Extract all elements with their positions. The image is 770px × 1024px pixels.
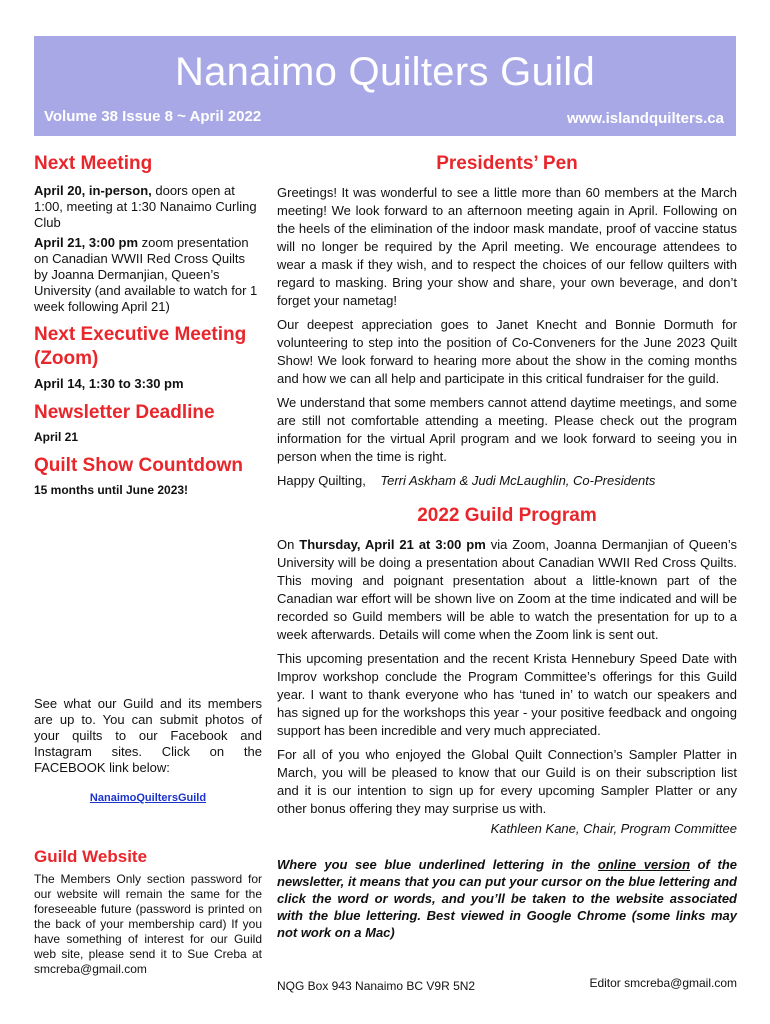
program-para-1-text: via Zoom, Joanna Dermanjian of Queen’s University will be doing a presentation about Canadian WWII Red Cross Quilts. This moving and poignant presentation about a little-known part of the Canadian war effort will be shown live on Zoom at the time indicated and will be recorded so Guild members will be able to watch the presentation for up to a week afterwards. Details will come when the Zoom link is sent out. — [277, 537, 737, 642]
next-meeting-inperson-date: April 20, in-person, — [34, 183, 152, 198]
program-para-1-date: Thursday, April 21 at 3:00 pm — [299, 537, 486, 552]
next-meeting-zoom-text: zoom presentation on Canadian WWII Red Cross Quilts by Joanna Dermanjian, Queen’s University (and available to watch for 1 week following April 21) — [34, 235, 258, 314]
next-meeting-heading: Next Meeting — [34, 153, 153, 174]
social-media-text: See what our Guild and its members are up to. You can submit photos of your quilts to our Facebook and Instagram sites. Click on the FACEBOOK link below: — [34, 696, 262, 775]
presidents-pen-para-1: Greetings! It was wonderful to see a little more than 60 members at the March meeting! We look forward to an afternoon meeting again in April. Following on the heels of the elimination of the indoor mask mandate, proof of vaccine status will no longer be required by the April meeting. We encourage attendees to wear a mask if they wish, and to respect the choices of our fellow quilters with regard to masking. Bring your show and share, your own beverage, and don’t forget your nametag! — [277, 185, 737, 308]
next-meeting-zoom-date: April 21, 3:00 pm — [34, 235, 139, 250]
program-para-1-pre: On — [277, 537, 300, 552]
presidents-pen-para-2: Our deepest appreciation goes to Janet Knecht and Bonnie Dormuth for volunteering to step into the position of Co-Conveners for the June 2023 Quilt Show! We look forward to hearing more about the show in the coming months and how we can all help and participate in this critical fundraiser for the guild. — [277, 317, 737, 386]
next-meeting-inperson — [34, 183, 262, 231]
editor-contact[interactable]: Editor smcreba@gmail.com — [589, 976, 737, 990]
website-link[interactable]: www.islandquilters.ca — [567, 110, 724, 127]
guild-website-text: The Members Only section password for our website will remain the same for the foreseeable future (password is printed on the back of your membership card) If you have something of interest for our Guild web site, please send it to Sue Creba at smcreba@gmail.com — [34, 872, 262, 976]
presidents-signature: Terri Askham & Judi McLaughlin, Co-Presidents — [380, 473, 656, 488]
note-text-pre: Where you see blue underlined lettering in the — [277, 857, 598, 872]
exec-meeting-time: April 14, 1:30 to 3:30 pm — [34, 376, 184, 391]
guild-website-heading: Guild Website — [34, 847, 148, 866]
quilt-show-countdown-heading: Quilt Show Countdown — [34, 455, 243, 476]
volume-issue: Volume 38 Issue 8 ~ April 2022 — [44, 108, 262, 125]
quilt-show-countdown-text: 15 months until June 2023! — [34, 483, 189, 497]
newsletter-deadline-heading: Newsletter Deadline — [34, 402, 215, 423]
next-meeting-inperson-text: doors open at 1:00, meeting at 1:30 Nanaimo Curling Club — [34, 183, 257, 230]
exec-meeting-heading: Next Executive Meeting (Zoom) — [34, 324, 247, 369]
closing-text: Happy Quilting, — [277, 473, 366, 488]
presidents-pen-closing — [277, 472, 737, 490]
next-meeting-zoom — [34, 235, 262, 315]
presidents-pen-para-3: We understand that some members cannot attend daytime meetings, and some are still not comfortable attending a meeting. Please check out the program information for the virtual April program and we look forward to seeing you in person when the time is right. — [277, 395, 737, 464]
masthead-banner — [34, 36, 736, 136]
program-signature: Kathleen Kane, Chair, Program Committee — [490, 821, 737, 836]
presidents-pen-heading: Presidents’ Pen — [436, 153, 578, 174]
newsletter-deadline-date: April 21 — [34, 430, 79, 444]
mailing-address: NQG Box 943 Nanaimo BC V9R 5N2 — [277, 979, 476, 993]
program-para-1 — [277, 536, 737, 644]
note-text-post: of the newsletter, it means that you can put your cursor on the blue lettering and click the word or words, and you’ll be taken to the website associated with the blue lettering. Best viewed in Google Chrome (some links may not work on a Mac) — [277, 857, 737, 940]
online-version-note — [277, 856, 737, 941]
online-version-link[interactable]: online version — [597, 857, 691, 872]
right-column — [277, 152, 737, 941]
program-para-3: For all of you who enjoyed the Global Quilt Connection’s Sampler Platter in March, you will be pleased to know that our Guild is on their subscription list and it is our intention to sign up for every upcoming Sampler Platter or any other bonus offering they may surprise us with. — [277, 747, 737, 816]
facebook-link[interactable]: NanaimoQuiltersGuild — [89, 792, 207, 804]
newsletter-title: Nanaimo Quilters Guild — [174, 50, 596, 94]
left-column — [34, 152, 262, 976]
guild-program-heading: 2022 Guild Program — [417, 505, 597, 526]
program-para-2: This upcoming presentation and the recent Krista Hennebury Speed Date with Improv workshop conclude the Program Committee’s offerings for this Guild year. I want to thank everyone who has ‘tuned in’ to watch our speakers and has signed up for the workshops this year - your positive feedback and ongoing support has been incredible and very much appreciated. — [277, 651, 737, 738]
